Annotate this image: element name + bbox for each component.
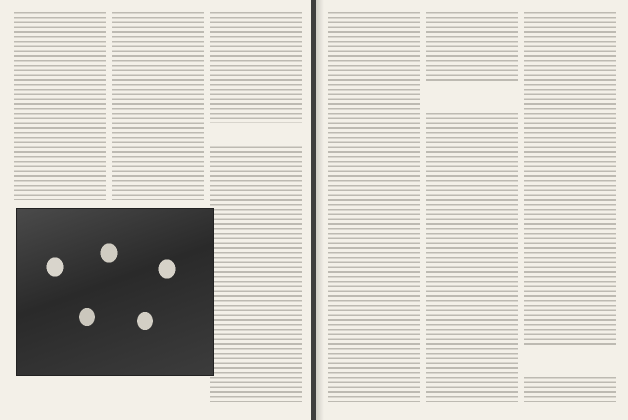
right-footer [316,403,628,415]
class-heading-36 [426,84,518,104]
right-column-1 [328,12,420,402]
right-page [316,0,628,420]
right-column-2 [426,12,518,402]
left-class-heading [210,123,302,143]
left-column-1 [14,12,106,200]
left-page [0,0,311,420]
left-column-3 [210,12,302,402]
page-fold-shadow [316,0,324,420]
right-column-3 [524,12,616,402]
group-photo [16,208,214,376]
left-column-2 [112,12,204,200]
class-heading-37 [524,346,616,366]
left-footer [0,403,311,415]
